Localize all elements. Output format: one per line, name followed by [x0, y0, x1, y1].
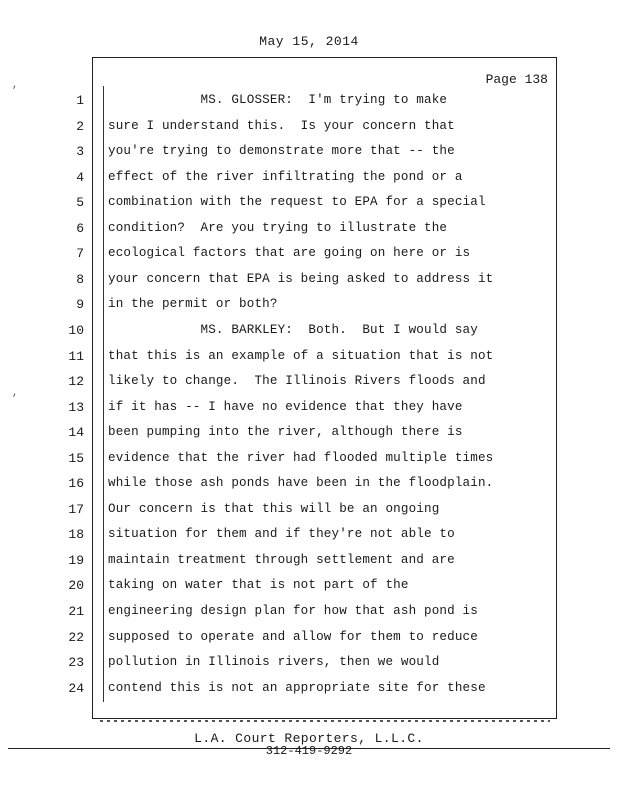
line-number: 8 — [76, 272, 84, 287]
transcript-line-text: Our concern is that this will be an ongoing — [108, 502, 440, 516]
transcript-line-text: that this is an example of a situation that is not — [108, 349, 494, 363]
transcript-line-text: likely to change. The Illinois Rivers floods and — [108, 374, 486, 388]
line-number: 24 — [68, 681, 84, 696]
line-number: 17 — [68, 502, 84, 517]
page-number: Page 138 — [485, 72, 548, 87]
transcript-line-text: been pumping into the river, although there is — [108, 425, 463, 439]
court-reporter-name: L.A. Court Reporters, L.L.C. — [194, 731, 424, 746]
transcript-line-text: taking on water that is not part of the — [108, 578, 409, 592]
line-number: 16 — [68, 476, 84, 491]
transcript-line-text: contend this is not an appropriate site for these — [108, 681, 486, 695]
line-number: 18 — [68, 527, 84, 542]
line-number: 11 — [68, 349, 84, 364]
transcript-line-text: you're trying to demonstrate more that -- the — [108, 144, 455, 158]
transcript-line-text: condition? Are you trying to illustrate the — [108, 221, 448, 235]
transcript-line-text: your concern that EPA is being asked to address it — [108, 272, 494, 286]
line-number: 21 — [68, 604, 84, 619]
transcript-line-text: if it has -- I have no evidence that they have — [108, 400, 463, 414]
line-number: 13 — [68, 400, 84, 415]
line-number: 20 — [68, 578, 84, 593]
transcript-line-text: maintain treatment through settlement and are — [108, 553, 455, 567]
transcript-line-text: situation for them and if they're not able to — [108, 527, 455, 541]
line-number: 6 — [76, 221, 84, 236]
scan-speck: , — [12, 80, 19, 91]
line-number: 15 — [68, 451, 84, 466]
transcript-line-text: evidence that the river had flooded multiple times — [108, 451, 494, 465]
transcript-line-text: ecological factors that are going on here or is — [108, 246, 471, 260]
transcript-line-text: MS. GLOSSER: I'm trying to make — [108, 93, 448, 107]
transcript-line-text: supposed to operate and allow for them to reduce — [108, 630, 478, 644]
scan-artifact-dots — [100, 720, 550, 722]
transcript-line-text: sure I understand this. Is your concern that — [108, 119, 455, 133]
line-number: 4 — [76, 170, 84, 185]
transcript-line-text: while those ash ponds have been in the floodplain. — [108, 476, 494, 490]
transcript-line-text: combination with the request to EPA for a special — [108, 195, 486, 209]
transcript-line-text: engineering design plan for how that ash pond is — [108, 604, 478, 618]
line-number: 19 — [68, 553, 84, 568]
line-number: 22 — [68, 630, 84, 645]
margin-line — [103, 86, 104, 702]
transcript-line-text: in the permit or both? — [108, 297, 278, 311]
line-number: 9 — [76, 297, 84, 312]
line-number: 5 — [76, 195, 84, 210]
line-number: 12 — [68, 374, 84, 389]
transcript-line-text: MS. BARKLEY: Both. But I would say — [108, 323, 478, 337]
line-number: 1 — [76, 93, 84, 108]
transcript-date: May 15, 2014 — [259, 34, 359, 49]
line-number: 3 — [76, 144, 84, 159]
transcript-line-text: effect of the river infiltrating the pond or a — [108, 170, 463, 184]
line-number: 23 — [68, 655, 84, 670]
transcript-line-text: pollution in Illinois rivers, then we would — [108, 655, 440, 669]
line-number: 2 — [76, 119, 84, 134]
court-reporter-phone: 312-419-9292 — [265, 744, 353, 758]
line-number: 10 — [68, 323, 84, 338]
line-number: 14 — [68, 425, 84, 440]
line-number: 7 — [76, 246, 84, 261]
scan-speck: , — [12, 388, 19, 399]
